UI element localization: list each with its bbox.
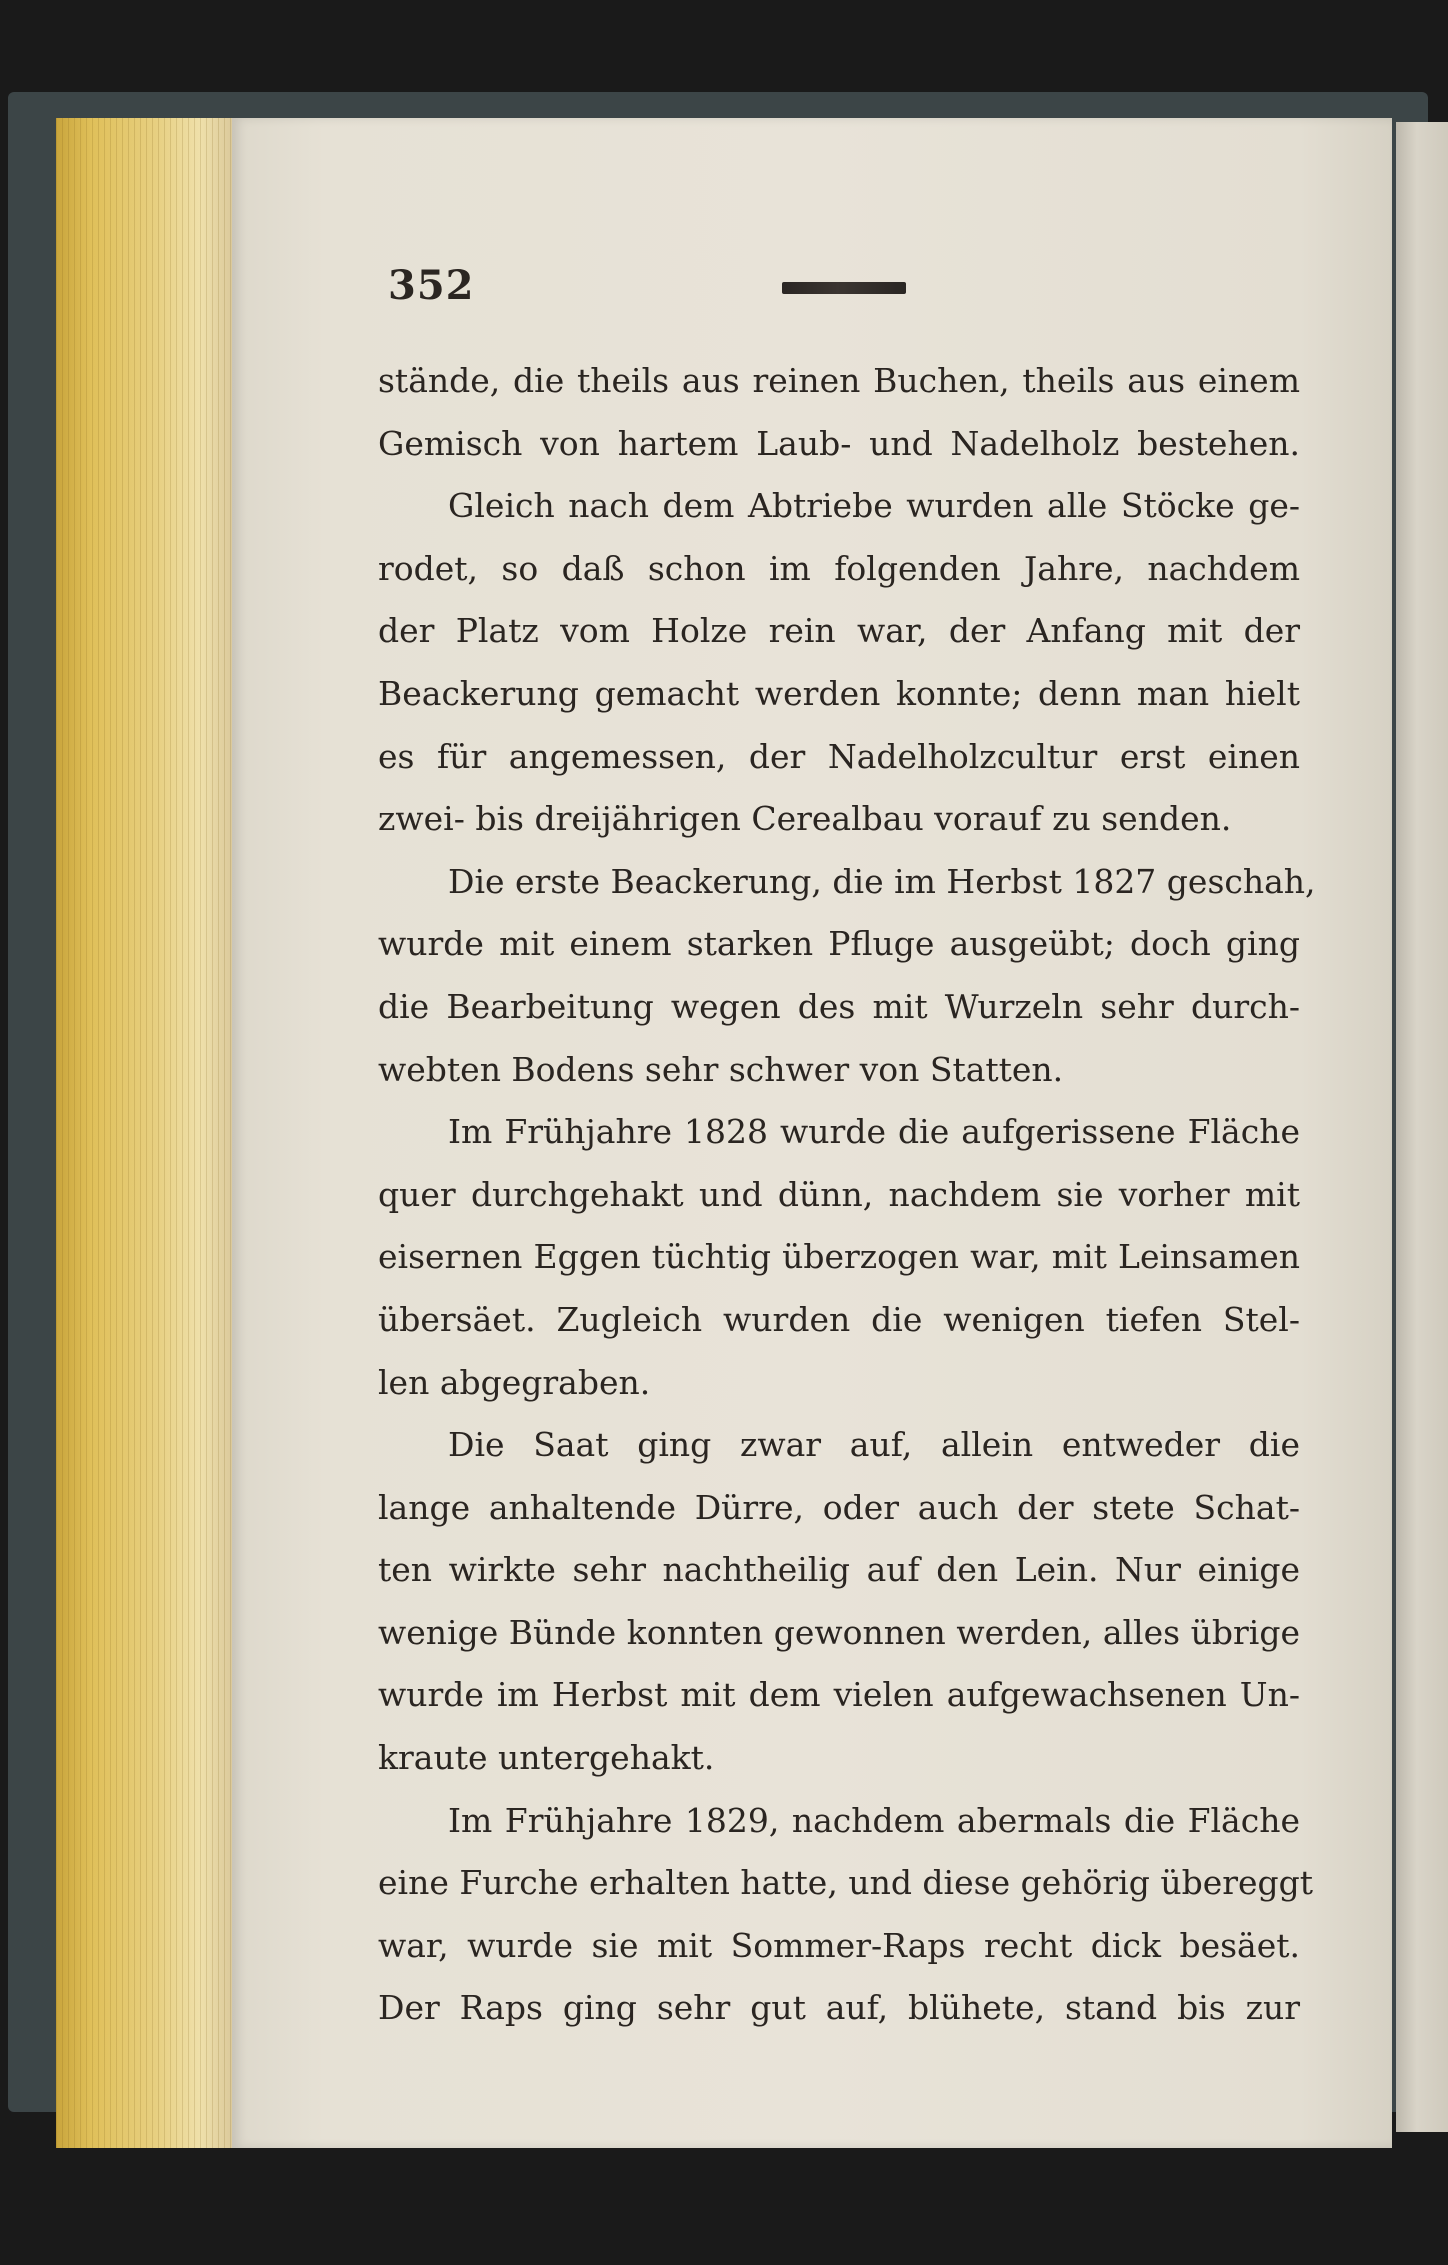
text-line: kraute untergehakt. — [378, 1738, 715, 1778]
text-line: len abgegraben. — [378, 1362, 651, 1402]
text-line: Die Saat ging zwar auf, allein entweder die — [448, 1425, 1300, 1465]
body-text — [378, 350, 1316, 2040]
text-line: webten Bodens sehr schwer von Statten. — [378, 1049, 1064, 1089]
text-line: Beackerung gemacht werden konnte; denn man hielt — [378, 673, 1300, 713]
text-line: es für angemessen, der Nadelholzcultur erst einen — [378, 736, 1300, 776]
text-line: Die erste Beackerung, die im Herbst 1827 geschah, — [448, 861, 1316, 901]
text-line: stände, die theils aus reinen Buchen, theils aus einem — [378, 361, 1300, 400]
text-line: eisernen Eggen tüchtig überzogen war, mit Leinsamen — [378, 1237, 1300, 1277]
text-line: wurde im Herbst mit dem vielen aufgewachsenen Un- — [378, 1675, 1300, 1715]
text-line: Im Frühjahre 1828 wurde die aufgerissene Fläche — [448, 1112, 1300, 1152]
text-line: der Platz vom Holze rein war, der Anfang mit der — [378, 611, 1300, 651]
page-edges — [56, 118, 238, 2148]
text-line: wurde mit einem starken Pfluge ausgeübt; doch ging — [378, 924, 1300, 964]
text-line: zwei- bis dreijährigen Cerealbau vorauf zu senden. — [378, 799, 1232, 839]
page-number: 352 — [388, 262, 475, 309]
text-line: wenige Bünde konnten gewonnen werden, alles übrige — [378, 1612, 1300, 1652]
text-line: quer durchgehakt und dünn, nachdem sie vorher mit — [378, 1174, 1300, 1214]
text-line: Gemisch von hartem Laub- und Nadelholz bestehen. — [378, 423, 1300, 463]
facing-page-edge — [1396, 122, 1448, 2132]
text-line: Im Frühjahre 1829, nachdem abermals die Fläche — [448, 1800, 1300, 1840]
text-line: übersäet. Zugleich wurden die wenigen tiefen Stel- — [378, 1299, 1300, 1339]
text-line: rodet, so daß schon im folgenden Jahre, nachdem — [378, 548, 1300, 588]
text-line: Gleich nach dem Abtriebe wurden alle Stöcke ge- — [448, 486, 1300, 526]
text-line: die Bearbeitung wegen des mit Wurzeln sehr durch- — [378, 986, 1300, 1026]
text-line: ten wirkte sehr nachtheilig auf den Lein. Nur einige — [378, 1550, 1300, 1590]
text-line: lange anhaltende Dürre, oder auch der stete Schat- — [378, 1487, 1300, 1527]
text-line: eine Furche erhalten hatte, und diese gehörig übereggt — [378, 1863, 1314, 1903]
text-line: war, wurde sie mit Sommer-Raps recht dick besäet. — [378, 1925, 1300, 1965]
header-ornament — [782, 282, 906, 294]
text-line: Der Raps ging sehr gut auf, blühete, stand bis zur — [378, 1988, 1300, 2028]
